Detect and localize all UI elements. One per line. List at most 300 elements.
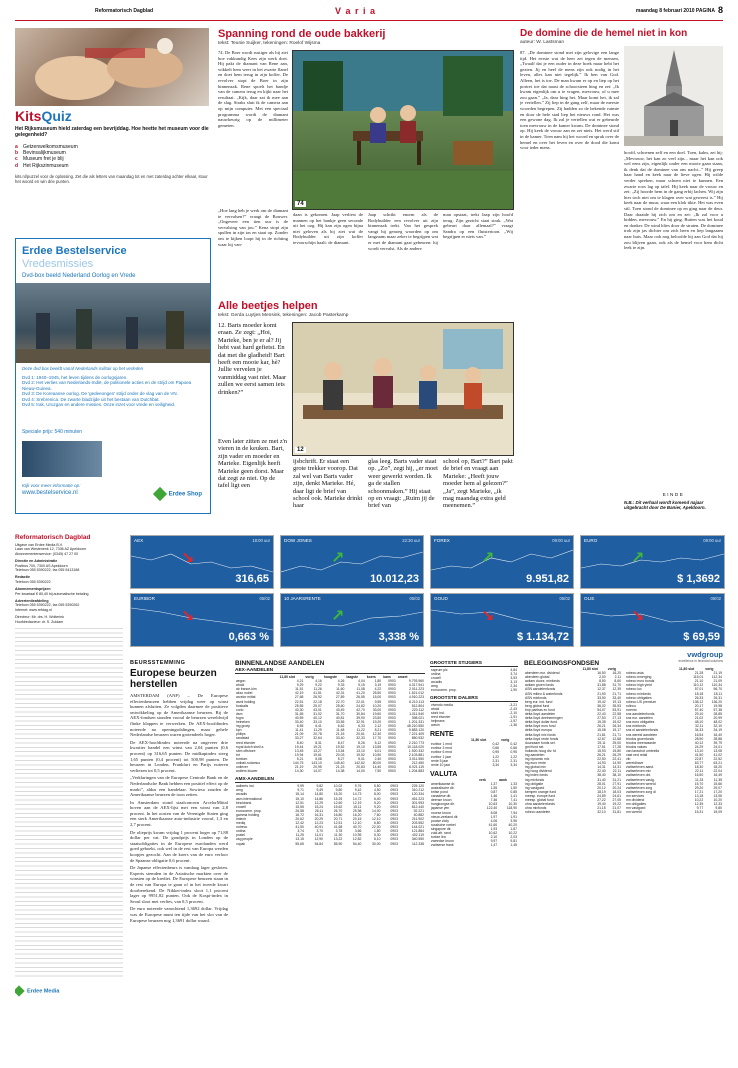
row-value: 15,00 (372, 695, 382, 700)
row-value: 9,71 (297, 788, 304, 793)
row-label: zwitserleven zorg dl (626, 789, 656, 794)
row-label: aberdeen global (525, 675, 550, 680)
row-value: 1,22 (510, 754, 517, 759)
row-value: 55,65 (295, 841, 304, 846)
row-label: rente 5 jaar (431, 758, 449, 763)
row-value: 15,93 (597, 748, 606, 753)
row-value: 12,19 (352, 800, 362, 805)
table-row (430, 688, 518, 692)
row-value: 42,70 (356, 707, 365, 712)
row-value: 53,91 (612, 707, 621, 712)
row-value: 0,87 (490, 790, 498, 795)
row-value: 2.210.773 (408, 740, 424, 745)
row-value: 10,20 (713, 798, 722, 802)
row-value: 301.993 (411, 800, 424, 805)
market-tile-euribor[interactable] (130, 593, 274, 647)
row-value: 138,12 (692, 699, 704, 704)
arrow-up-icon: ↗ (481, 548, 495, 567)
row-value: 26,34 (612, 724, 621, 729)
row-value: 33,40 (612, 695, 621, 700)
row-label: rolinco (626, 703, 636, 708)
row-value: 32,10 (713, 724, 722, 729)
panel-number: 12 (297, 447, 304, 453)
hands-photo-icon (15, 28, 209, 106)
row-value: 2,00 (599, 675, 606, 680)
row-label: zuid-afr. rand (431, 831, 451, 835)
row-value: 0903 (388, 683, 396, 688)
row-value: 20,03 (335, 752, 345, 757)
row-value: 6,01 (374, 748, 382, 753)
market-value: $ 69,59 (683, 631, 720, 643)
row-value: 35,53 (612, 703, 621, 708)
row-value: 14,00 (372, 808, 381, 813)
row-value: 12,10 (372, 817, 381, 821)
row-value: 22,51 (294, 699, 304, 704)
row-value: 27,22 (597, 798, 606, 802)
row-value: 22,01 (356, 699, 365, 704)
row-value: 512.804 (411, 703, 424, 708)
row-value: 5,50 (373, 784, 381, 789)
row-label: delta lloyd mix fonds (525, 732, 556, 737)
row-value: 22,00 (372, 825, 381, 830)
colofon-title: Reformatorisch Dagblad (15, 534, 91, 541)
row-label: triodos meerwaarde (626, 740, 656, 745)
option-label: Bevinsalijkmuseum (23, 150, 66, 157)
colofon-line: Abonnementenservice: (0345) 47 27 00 (15, 551, 79, 556)
market-tile-goud[interactable] (430, 593, 574, 647)
row-label: amerikaanse dr. (431, 781, 456, 786)
row-value: 2,34 (510, 684, 517, 689)
row-label: amg (431, 684, 438, 689)
row-value: 19,21 (313, 744, 322, 749)
row-label: ing obligatie (525, 781, 544, 786)
row-value: 11,48 (336, 728, 345, 733)
row-label: actiam duurz. mixfonds (525, 679, 560, 684)
row-value: 25,00 (612, 740, 621, 745)
comic-panel (292, 322, 514, 456)
row-label: ordina (236, 829, 246, 834)
row-value: 33,40 (294, 720, 304, 725)
row-value: 21,90 (597, 691, 606, 696)
row-value: 12,33 (713, 802, 722, 807)
beurs-paragraph: De olieprijs kwam vrijdag 1 procent hoger op 71,88 dollar per vat. De goudprijs in Londen op de staatsobligaties in de Europese eurolanden werd goed geboekt, ook wel in de rest van Europa werden koopjes gezocht. Aan de koers van de euro verloor de Spaanse obligatie 0,6 procent. (130, 829, 228, 863)
row-label: britse pond (431, 790, 448, 795)
row-value: 28,85 (713, 712, 722, 717)
article-text-col: 74. De Boer wordt rustiger als hij ziet hoe vakkundig Kees zijn werk doet. Hij pakt de diamant van Rene aan, wikkelt hem weer in het zwarte flanel en doet hem terug in zijn koffer. De revolver stopt de Boer in zijn binnenzak. Rene spoelt het bandje van de camera terug en kijkt naar het resultaat. „Kijk, daar zat ik mee aan de slag. Straks sluit ik de camera aan op mijn computer. Met een speciaal programma wordt de diamant nauwkeurig op de millimeter gemeten. (218, 50, 288, 128)
article-text-col: Jaap schrikt enorm als de Bodybuilder een revolver uit zijn binnenzak trekt. Van het gesprek vangt hij genoeg woorden op om langzaam maar zeker te begrijpen wat er met de diamant gaat gebeuren: hij wordt vervalst. Als de andere (368, 212, 438, 251)
col-head: vorig (705, 667, 714, 671)
row-value: 42,19 (294, 691, 304, 696)
row-value: 41,50 (295, 825, 304, 830)
row-label: zweedse kroon (431, 839, 454, 844)
col-head: 11,80 slot (279, 675, 295, 679)
row-value: 1,87 (510, 826, 517, 831)
row-value: 15,55 (295, 804, 304, 809)
row-label: russische roebel (431, 822, 456, 827)
row-value: 0903 (390, 817, 398, 821)
row-value: 15,24 (314, 804, 324, 809)
row-value: 118,90 (506, 806, 517, 811)
row-label: ing groep (236, 724, 251, 729)
row-value: 11,29 (313, 728, 322, 733)
row-value: 1,50 (510, 785, 517, 790)
row-value: 19,61 (313, 752, 322, 757)
row-value: 40,91 (314, 825, 324, 830)
row-value: 0903 (388, 703, 396, 708)
row-value: 5,01 (358, 756, 365, 761)
row-label: postnl (236, 833, 246, 838)
market-value: $ 1.134,72 (517, 631, 569, 643)
row-value: 0903 (388, 691, 396, 696)
row-value: 3,66 (354, 829, 362, 834)
rente-table (430, 738, 518, 767)
row-label: gamma holding (236, 812, 260, 817)
row-value: 0903 (388, 732, 396, 737)
col-head: omzet (397, 675, 408, 679)
row-value: 9,33 (337, 683, 345, 688)
row-value: 17,51 (597, 744, 606, 749)
row-value: 812.440 (411, 804, 424, 809)
row-label: berg eur. ind. fund (525, 699, 553, 704)
row-value: 2,03 (510, 835, 517, 840)
colofon-logo (15, 982, 123, 1000)
market-tile-aex[interactable] (130, 535, 274, 589)
row-label: nutreco (236, 825, 248, 830)
article-text-col: school op, Bart?” Bart pakt de brief en vraagt aan Marieke: „Heeft jouw moeder hem al gelezen?” „Ja”, zegt Marieke, „ik mag maandag extra geld meenemen.” (443, 458, 513, 510)
row-label: delta lloyd dollar fund (525, 720, 558, 725)
row-value: 33,10 (313, 720, 322, 725)
row-value: 54,84 (314, 841, 324, 846)
row-value: 22,04 (713, 769, 722, 774)
row-value: 40,59 (294, 715, 304, 720)
row-value: 25,60 (335, 703, 345, 708)
colofon-line: Telefoon 055 5390222, fax 055 5413188 (15, 568, 80, 573)
row-label: tomtom (236, 756, 248, 761)
row-value: 22,41 (612, 757, 621, 762)
row-value: 80,00 (372, 760, 382, 765)
row-value: 17,21 (694, 789, 704, 794)
row-label: ordina (431, 672, 441, 677)
ad-item: Dvd 2: Het verlies van Nederlands-Indië, de politionele acties en de strijd om Papoea Nieuw-Guinea. (22, 380, 192, 391)
row-value: 15,25 (333, 796, 343, 801)
row-value: 12,51 (295, 800, 304, 805)
row-label: australische dlr. (431, 785, 455, 790)
erdee-ad[interactable] (15, 238, 211, 514)
colofon-line: Telefoon 055 5390222, fax 055 5390262 (15, 603, 80, 608)
row-value: 12,29 (314, 800, 324, 805)
kitsquiz-options (15, 144, 209, 169)
row-value: 33,50 (597, 695, 606, 700)
col-head: 11,80 slot (582, 667, 598, 671)
table-section-head: AMX-AANDELEN (235, 777, 425, 783)
row-value: 115,01 (693, 675, 704, 680)
row-value: 18,03 (612, 789, 621, 794)
row-value: 20,83 (356, 765, 365, 770)
row-value: 0903 (388, 711, 396, 716)
row-value: 0903 (388, 740, 396, 745)
row-value: 0903 (390, 788, 398, 793)
row-value: 6.021.119 (409, 765, 424, 770)
market-time: 22:30 uur (402, 538, 420, 543)
row-value: 22,50 (597, 757, 606, 762)
row-value: 1,22 (492, 754, 500, 759)
row-label: turkse lira (431, 835, 446, 840)
row-label: philips (236, 732, 246, 737)
row-label: ASN aandelenfonds (525, 687, 556, 692)
beurs-paragraph: In Amsterdam stond staalconcern ArcelorMittal boven aan de AEX-lijst met een winst van 2,8 procent. In het oosten van de Verenigde Staten ging een sterk Amerikaanse auto-industrie vooraf, 1,3 en 2,7 procent. (130, 799, 228, 828)
market-value: $ 1,3692 (677, 573, 720, 585)
kitsquiz-question: Het Rijksmuseum hield zaterdag een bevrijddag. Hoe heette het museum voor die gelegenheid? (15, 126, 209, 138)
row-value: 27,53 (597, 716, 606, 721)
row-value: 15,02 (612, 720, 621, 725)
row-label: kempen orange fund (525, 789, 557, 794)
row-value: 1,80 (373, 829, 381, 834)
row-value: 1.204.883 (408, 769, 424, 774)
market-time: 09:00 uur (552, 538, 570, 543)
row-value: 22,11 (612, 769, 621, 774)
row-value: 1.521.012 (408, 691, 424, 696)
row-value: 13,18 (694, 793, 704, 798)
colofon-line: Directeur: Mr. drs. H. Wolterink (15, 615, 65, 620)
row-value: 0903 (388, 736, 396, 741)
valuta-table (430, 778, 518, 848)
article-beetjes (218, 300, 513, 524)
option-label: Museum fret je blij (23, 156, 64, 163)
row-value: 9,29 (296, 683, 304, 688)
row-value: 9,22 (315, 683, 322, 688)
row-value: 19,52 (356, 752, 365, 757)
table-row (430, 763, 518, 767)
row-value: 40.882 (413, 812, 424, 817)
kitsquiz-block (15, 28, 209, 214)
row-value: 4,26 (337, 679, 345, 684)
market-value: 10.012,23 (370, 573, 419, 585)
table-row (235, 769, 425, 773)
row-value: 7,94 (510, 810, 517, 815)
row-value: 19,22 (612, 802, 621, 807)
row-value: 3,96 (510, 818, 517, 823)
row-value: 0903 (390, 825, 398, 830)
row-value: 144.021 (411, 825, 424, 830)
article-title: De domine die de hemel niet in kon (520, 28, 688, 39)
row-value: 2,31 (492, 758, 500, 763)
row-value: 0903 (390, 812, 398, 817)
row-label: binckbank (236, 800, 252, 805)
row-value: 19,10 (356, 744, 365, 749)
option-marker: c (15, 156, 18, 163)
row-value: 13,08 (713, 748, 722, 753)
market-value: 3,338 % (378, 631, 419, 643)
row-value: 15,66 (713, 781, 722, 786)
row-value: 12,60 (333, 800, 343, 805)
row-value: 16,40 (713, 732, 722, 737)
row-value: 32,91 (356, 720, 365, 725)
market-value: 0,663 % (228, 631, 269, 643)
row-value: 0903 (388, 695, 396, 700)
market-tile-forex[interactable] (430, 535, 574, 589)
comic-panel (292, 50, 514, 210)
row-value: 7,60 (373, 812, 381, 817)
row-value: 15,20 (333, 792, 343, 797)
col-head: vorig (305, 675, 314, 679)
row-label: delta lloyd deelnemingen (525, 716, 563, 721)
row-value: 4,16 (315, 679, 322, 684)
row-value: 27,89 (335, 695, 345, 700)
kitchen-scene-icon (293, 323, 513, 455)
row-value: 5,08 (315, 756, 322, 761)
article-note: N.B.: Dit verhaal wordt komend najaar uitgebracht door De Banier, Apeldoorn. (624, 500, 706, 511)
row-label: delta lloyd aandelen (525, 712, 556, 717)
row-value: 43,49 (335, 707, 345, 712)
row-value: 122,40 (486, 806, 498, 811)
kitsquiz-option[interactable] (15, 163, 209, 169)
row-value: 16,20 (352, 812, 362, 817)
row-label: zwitserse frank (431, 843, 454, 848)
row-value: 0,42 (492, 742, 500, 747)
row-value: 13,54 (335, 748, 345, 753)
row-value: 14,07 (313, 769, 322, 774)
row-value: 16,49 (713, 773, 722, 778)
row-label: unilever (236, 765, 248, 770)
row-value: 17,20 (713, 789, 722, 794)
row-value: 28,90 (694, 736, 704, 741)
row-label: zwitserleven wereld (626, 781, 656, 786)
fondsen-table-a (524, 667, 622, 814)
row-value: 12,23 (314, 821, 324, 826)
row-value: 850.932 (411, 736, 424, 741)
row-label: robeco euro bonds (626, 679, 655, 684)
row-value: 33,55 (335, 720, 345, 725)
row-label: ohra aandelenfonds (525, 802, 555, 807)
row-label: mn obligaties (626, 802, 646, 807)
row-value: 41,02 (713, 752, 722, 757)
row-value: 9,20 (373, 804, 381, 809)
market-tile-olie[interactable] (580, 593, 725, 647)
row-value: 29,20 (694, 785, 704, 790)
row-value: 11,30 (334, 833, 343, 838)
valuta-title: VALUTA (430, 770, 458, 778)
row-value: 0903 (390, 837, 398, 842)
row-value: 15,62 (333, 804, 343, 809)
row-value: 3,19 (374, 683, 382, 688)
table-row (235, 842, 425, 846)
row-label: reed elsevier (236, 740, 256, 745)
row-value: 43,01 (313, 707, 322, 712)
colofon-filler (15, 628, 123, 978)
row-label: vib (626, 757, 631, 762)
ad-url[interactable]: www.bestelservice.nl (22, 490, 78, 496)
row-value: 3,70 (316, 829, 324, 834)
row-value: 19,13 (612, 699, 621, 704)
row-value: 110,34 (711, 683, 722, 688)
kitsquiz-brand-quiz: Quiz (41, 108, 72, 124)
row-label: boskalis (236, 703, 249, 708)
row-label: actiam groen fonds (525, 683, 554, 688)
colofon-line: Directie en Administratie (15, 559, 58, 564)
market-time: 18:00 uur (252, 538, 270, 543)
beursstemming (130, 660, 228, 1064)
row-value: 2,10 (490, 835, 498, 840)
markt-overzicht (430, 660, 518, 1064)
row-label: rente 10 jaar (431, 762, 451, 767)
row-value: 19,60 (372, 711, 382, 716)
ad-photo (16, 283, 210, 363)
row-value: 21,02 (694, 716, 704, 721)
row-value: 0,66 (492, 746, 500, 751)
row-label: poolse zloty (431, 818, 449, 823)
row-value: 9,15 (358, 683, 365, 688)
row-value: 12,90 (314, 837, 324, 842)
row-value: 19,20 (372, 720, 382, 725)
option-marker: d (15, 162, 19, 169)
row-value: 0903 (388, 687, 396, 692)
row-value: 40,12 (694, 740, 704, 745)
row-value: 32,10 (597, 810, 606, 815)
row-value: 2,12 (374, 724, 382, 729)
row-value: 25,07 (313, 703, 322, 708)
row-value: 2.103.881 (408, 752, 424, 757)
row-value: 31,70 (335, 711, 345, 716)
row-label: ASN milieu & waterfonds (525, 691, 563, 696)
row-label: ing index fonds (525, 773, 548, 778)
row-value: 11,41 (295, 728, 304, 733)
row-value: 21,71 (612, 732, 621, 737)
row-value: -1,57 (509, 718, 517, 723)
row-value: 10,50 (372, 752, 382, 757)
article-text-col: daan is gekomen. Jaap verliest de mannen op het bankje geen seconde uit het oog. Hij kan zijn ogen bijna niet geloven als hij ziet wat de Bodybuilder uit zijn koffer tevoorschijn haalt: de diamant. (293, 212, 363, 245)
row-value: 0903 (390, 804, 398, 809)
row-value: 20,99 (713, 716, 722, 721)
row-value: 14,40 (372, 765, 382, 770)
row-label: nieuw-zeeland dlr. (431, 814, 459, 819)
market-tile-dow[interactable] (280, 535, 424, 589)
ad-item: Dvd 5: Irak, Uruzgan en andere missies. Onze inzet voor vrede en veiligheid. (22, 402, 176, 408)
row-value: 25,50 (372, 691, 382, 696)
row-label: sns aandelenfonds (626, 712, 655, 717)
row-label: robeco mixfonds (626, 691, 651, 696)
row-label: sns euro obligaties (626, 720, 655, 725)
row-value: 21,28 (694, 671, 704, 676)
row-value: 0,95 (492, 750, 500, 755)
row-value: 0903 (388, 728, 396, 733)
row-value: 10.118.020 (407, 744, 424, 749)
church-illustration (624, 46, 723, 146)
row-label: ohra mixfonds (525, 806, 547, 811)
market-tile-euro[interactable] (580, 535, 725, 589)
row-value: 24,29 (694, 744, 704, 749)
market-name: FOREX (434, 538, 450, 543)
row-value: 33,40 (335, 736, 345, 741)
colofon-line: Telefoon 055 5390222 (15, 579, 51, 584)
row-value: 3,78 (335, 829, 343, 834)
row-value: 26,55 (356, 695, 365, 700)
market-tile-10jaar[interactable] (280, 593, 424, 647)
market-time: 09:00 uur (703, 538, 721, 543)
row-value: 1,93 (490, 826, 498, 831)
row-value: 4.910.223 (408, 695, 424, 700)
row-value: 145,40 (334, 760, 345, 765)
row-label: robeco US premium (626, 699, 657, 704)
table-row (625, 810, 723, 814)
row-value: 0,85 (510, 790, 517, 795)
row-value: 41,51 (313, 691, 322, 696)
row-label: vopak (236, 841, 246, 846)
row-value: 9,97 (490, 839, 498, 844)
beurs-paragraph: De euro noteerde vanochtend 1,3692 dollar. Vrijdag was de Europese munt ten tijde van het slot van de Europese beurzen nog 1,3691 dollar waard. (130, 906, 228, 923)
row-value: 143,10 (311, 760, 322, 765)
park-scene-icon (293, 51, 513, 209)
row-label: mn services (626, 793, 645, 798)
